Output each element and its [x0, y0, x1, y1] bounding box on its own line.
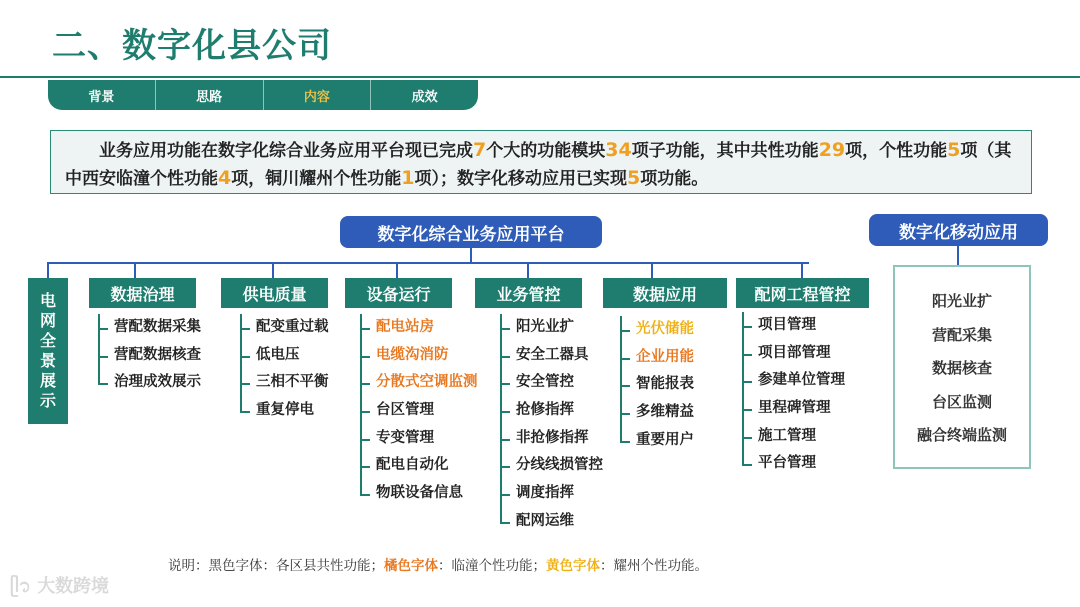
note-text: ：临潼个性功能； [438, 558, 546, 574]
list-item[interactable]: 治理成效展示 [98, 369, 201, 397]
connector [470, 248, 472, 262]
list-power-quality [240, 314, 329, 425]
mobile-app-list [893, 265, 1031, 469]
summary-seg: 项，铜川耀州个性功能 [231, 169, 402, 189]
side-char: 景 [39, 351, 56, 370]
list-item[interactable]: 里程碑管理 [742, 395, 845, 423]
list-item[interactable]: 配网运维 [500, 508, 603, 536]
module-grid-engineering[interactable]: 配网工程管控 [736, 278, 869, 308]
summary-seg: 项子功能，其中共性功能 [631, 141, 819, 161]
connector [134, 262, 136, 278]
module-data-governance[interactable]: 数据治理 [89, 278, 196, 308]
list-item[interactable]: 物联设备信息 [360, 480, 478, 508]
summary-box [50, 130, 1032, 194]
summary-number: 34 [605, 139, 632, 161]
summary-seg: 业务应用功能在数字化综合业务应用平台现已完成 [99, 141, 473, 161]
list-item[interactable]: 营配数据核查 [98, 342, 201, 370]
summary-seg: 个大的功能模块 [486, 141, 606, 161]
connector [47, 262, 49, 278]
summary-seg: 项，个性功能 [845, 141, 948, 161]
summary-text [65, 137, 1017, 193]
watermark-logo-icon: ᥫ᭡ [10, 576, 38, 597]
list-grid-engineering [742, 312, 845, 478]
side-char: 示 [39, 391, 56, 410]
mobile-item[interactable]: 阳光业扩 [931, 292, 992, 310]
list-item[interactable]: 配电站房 [360, 314, 478, 342]
list-item[interactable]: 项目部管理 [742, 340, 845, 368]
list-equipment-operation [360, 314, 478, 508]
summary-number: 29 [818, 139, 846, 161]
mobile-item[interactable]: 营配采集 [931, 325, 992, 344]
connector [272, 262, 274, 278]
summary-number: 4 [218, 167, 232, 189]
list-business-control [500, 314, 603, 536]
note-orange-label: 橘色字体 [384, 558, 438, 574]
note-yellow-label: 黄色字体 [546, 558, 600, 574]
list-item[interactable]: 施工管理 [742, 423, 845, 451]
list-item[interactable]: 营配数据采集 [98, 314, 201, 342]
side-char: 展 [39, 371, 56, 390]
watermark-text: 大数跨境 [37, 576, 110, 597]
module-equipment-operation[interactable]: 设备运行 [345, 278, 452, 308]
list-item[interactable]: 安全管控 [500, 369, 603, 397]
summary-seg: 项（其中西安临潼个性功能 [65, 141, 1012, 189]
list-item[interactable]: 抢修指挥 [500, 397, 603, 425]
summary-number: 1 [401, 167, 415, 189]
side-char: 网 [39, 311, 56, 330]
list-item[interactable]: 调度指挥 [500, 480, 603, 508]
list-item[interactable]: 安全工器具 [500, 342, 603, 370]
list-item[interactable]: 参建单位管理 [742, 367, 845, 395]
mobile-item[interactable]: 融合终端监测 [916, 426, 1007, 444]
note-text: ：耀州个性功能。 [600, 558, 708, 574]
list-data-governance [98, 314, 201, 397]
list-item[interactable]: 三相不平衡 [240, 369, 329, 397]
connector [47, 262, 809, 264]
tab-background[interactable]: 背景 [48, 80, 156, 110]
list-item[interactable]: 企业用能 [620, 344, 694, 372]
list-item[interactable]: 多维精益 [620, 399, 694, 427]
summary-number: 7 [473, 139, 487, 161]
list-item[interactable]: 平台管理 [742, 450, 845, 478]
module-power-quality[interactable]: 供电质量 [221, 278, 328, 308]
side-char: 全 [39, 331, 56, 350]
module-business-control[interactable]: 业务管控 [475, 278, 582, 308]
list-item[interactable]: 电缆沟消防 [360, 342, 478, 370]
list-item[interactable]: 光伏储能 [620, 316, 694, 344]
side-char: 电 [39, 291, 56, 310]
list-item[interactable]: 智能报表 [620, 371, 694, 399]
list-data-application [620, 316, 694, 454]
list-item[interactable]: 重要用户 [620, 427, 694, 455]
summary-seg: 项）；数字化移动应用已实现 [414, 169, 627, 189]
summary-seg: 项功能。 [640, 169, 709, 189]
page-title: 二、数字化县公司 [52, 26, 332, 66]
platform-header: 数字化综合业务应用平台 [340, 216, 602, 248]
summary-number: 5 [947, 139, 961, 161]
summary-number: 5 [626, 167, 641, 189]
side-label-grid-panorama [28, 278, 68, 424]
list-item[interactable]: 配电自动化 [360, 452, 478, 480]
list-item[interactable]: 分线线损管控 [500, 452, 603, 480]
title-divider [0, 76, 1080, 78]
section-tabs [48, 80, 478, 110]
list-item[interactable]: 专变管理 [360, 425, 478, 453]
mobile-item[interactable]: 台区监测 [931, 392, 992, 411]
connector [396, 262, 398, 278]
list-item[interactable]: 阳光业扩 [500, 314, 603, 342]
list-item[interactable]: 台区管理 [360, 397, 478, 425]
module-data-application[interactable]: 数据应用 [603, 278, 727, 308]
note-text: 说明：黑色字体：各区县共性功能； [168, 558, 384, 574]
tab-approach[interactable]: 思路 [156, 80, 264, 110]
list-item[interactable]: 重复停电 [240, 397, 329, 425]
connector [957, 246, 959, 266]
connector [801, 262, 803, 278]
connector [651, 262, 653, 278]
tab-results[interactable]: 成效 [411, 89, 438, 105]
legend-note [168, 554, 708, 574]
mobile-header: 数字化移动应用 [869, 214, 1048, 246]
tab-content[interactable]: 内容 [264, 80, 372, 110]
spacer [895, 267, 1029, 285]
list-item[interactable]: 分散式空调监测 [360, 369, 478, 397]
list-item[interactable]: 低电压 [240, 342, 329, 370]
list-item[interactable]: 项目管理 [742, 312, 845, 340]
mobile-item[interactable]: 数据核查 [931, 359, 992, 377]
list-item[interactable]: 非抢修指挥 [500, 425, 603, 453]
list-item[interactable]: 配变重过载 [240, 314, 329, 342]
watermark [10, 572, 109, 606]
connector [527, 262, 529, 278]
